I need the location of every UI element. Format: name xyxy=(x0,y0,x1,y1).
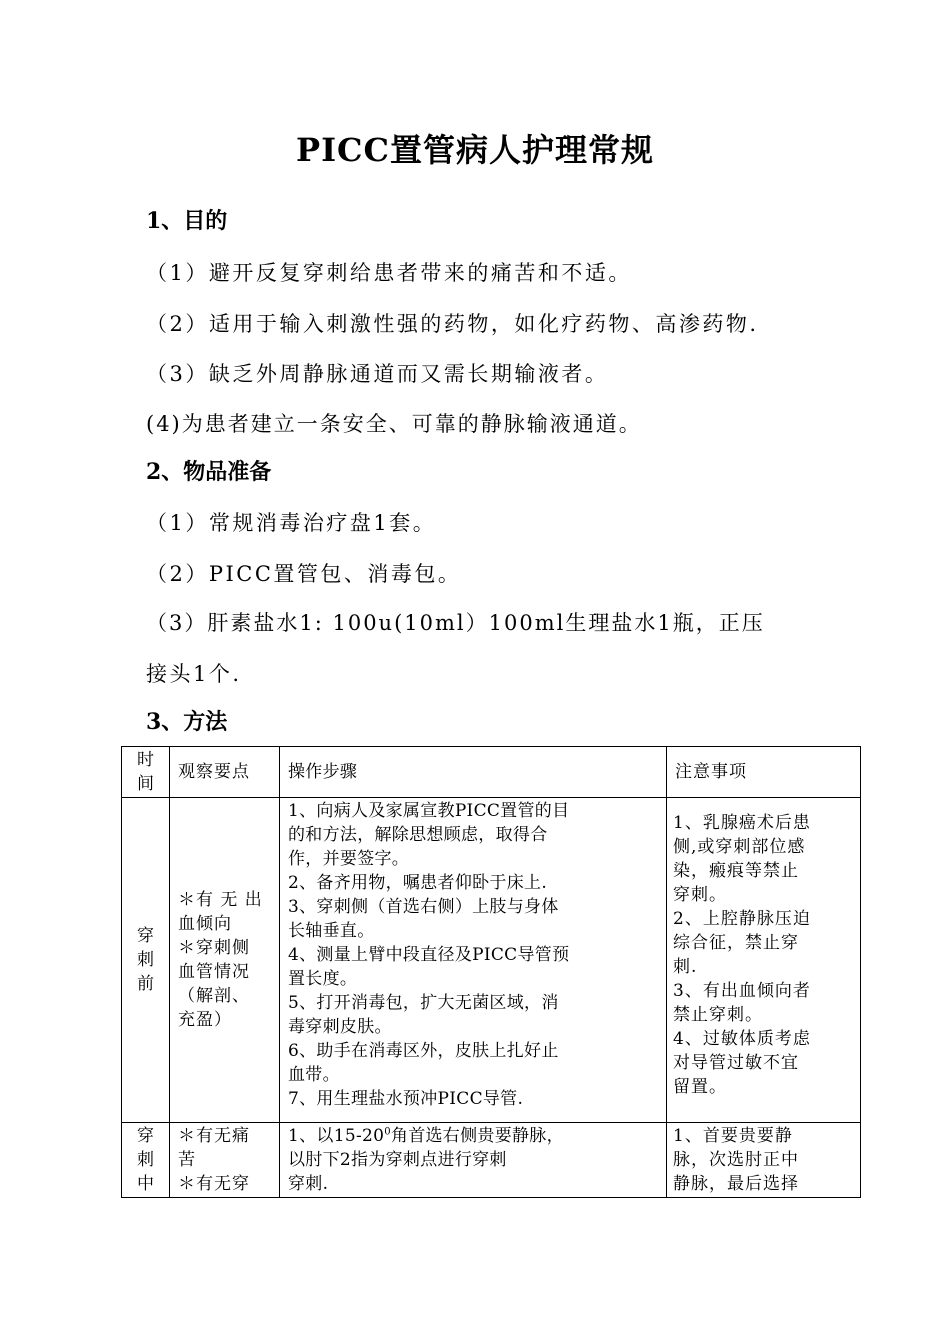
row-time-before: 穿 刺 前 xyxy=(122,798,170,1123)
row-steps-before: 1、向病人及家属宣教PICC置管的目 的和方法，解除思想顾虑，取得合 作，并要签字。 2、备齐用物，嘱患者仰卧于床上. 3、穿刺侧（首选右侧）上肢与身体 长轴垂直。 4、测量上臂中段直径及PICC导管预 置长度。 5、打开消毒包，扩大无菌区域，消 毒穿刺皮肤。 6、助手在消毒区外，皮肤上扎好止 血带。 7、用生理盐水预冲PICC导管. xyxy=(280,798,667,1123)
row-steps-during: 1、以$15-20^0$角首选右侧贵要静脉， 以肘下2指为穿刺点进行穿刺 穿刺. xyxy=(280,1123,667,1198)
table-row xyxy=(122,798,861,1123)
purpose-item-1: （1）避开反复穿刺给患者带来的痛苦和不适。 xyxy=(146,261,632,285)
header-observe: 观察要点 xyxy=(170,747,280,798)
supplies-item-1: （1）常规消毒治疗盘1套。 xyxy=(146,511,437,535)
section-heading-method: 3、方法 xyxy=(146,709,228,735)
method-table xyxy=(121,746,861,1198)
section-heading-supplies: 2、物品准备 xyxy=(146,459,272,485)
purpose-item-4: (4)为患者建立一条安全、可靠的静脉输液通道。 xyxy=(146,412,642,436)
document-title: PICC置管病人护理常规 xyxy=(296,131,654,169)
supplies-item-3: （3）肝素盐水1: 100u(10ml）100ml生理盐水1瓶，正压 xyxy=(146,611,765,635)
section-heading-purpose: 1、目的 xyxy=(146,208,228,234)
header-time: 时 间 xyxy=(122,747,170,798)
row-observe-during: ＊有无痛 苦 ＊有无穿 xyxy=(170,1123,280,1198)
purpose-item-2: （2）适用于输入刺激性强的药物，如化疗药物、高渗药物. xyxy=(146,312,759,336)
header-steps: 操作步骤 xyxy=(280,747,667,798)
row-notes-during: 1、首要贵要静 脉，次选肘正中 静脉，最后选择 xyxy=(667,1123,861,1198)
purpose-item-3: （3）缺乏外周静脉通道而又需长期输液者。 xyxy=(146,362,609,386)
table-header-row xyxy=(122,747,861,798)
supplies-item-3-cont: 接头1个. xyxy=(146,662,242,686)
row-notes-before: 1、乳腺癌术后患 侧,或穿刺部位感 染，瘢痕等禁止 穿刺。 2、上腔静脉压迫 综合征，禁止穿 刺. 3、有出血倾向者 禁止穿刺。 4、过敏体质考虑 对导管过敏不宜 留置。 xyxy=(667,798,861,1123)
supplies-item-2: （2）PICC置管包、消毒包。 xyxy=(146,562,462,586)
row-time-during: 穿 刺 中 xyxy=(122,1123,170,1198)
table-row xyxy=(122,1123,861,1198)
row-observe-before: ＊有 无 出 血倾向 ＊穿刺侧 血管情况 （解剖、 充盈） xyxy=(170,798,280,1123)
header-notes: 注意事项 xyxy=(667,747,861,798)
